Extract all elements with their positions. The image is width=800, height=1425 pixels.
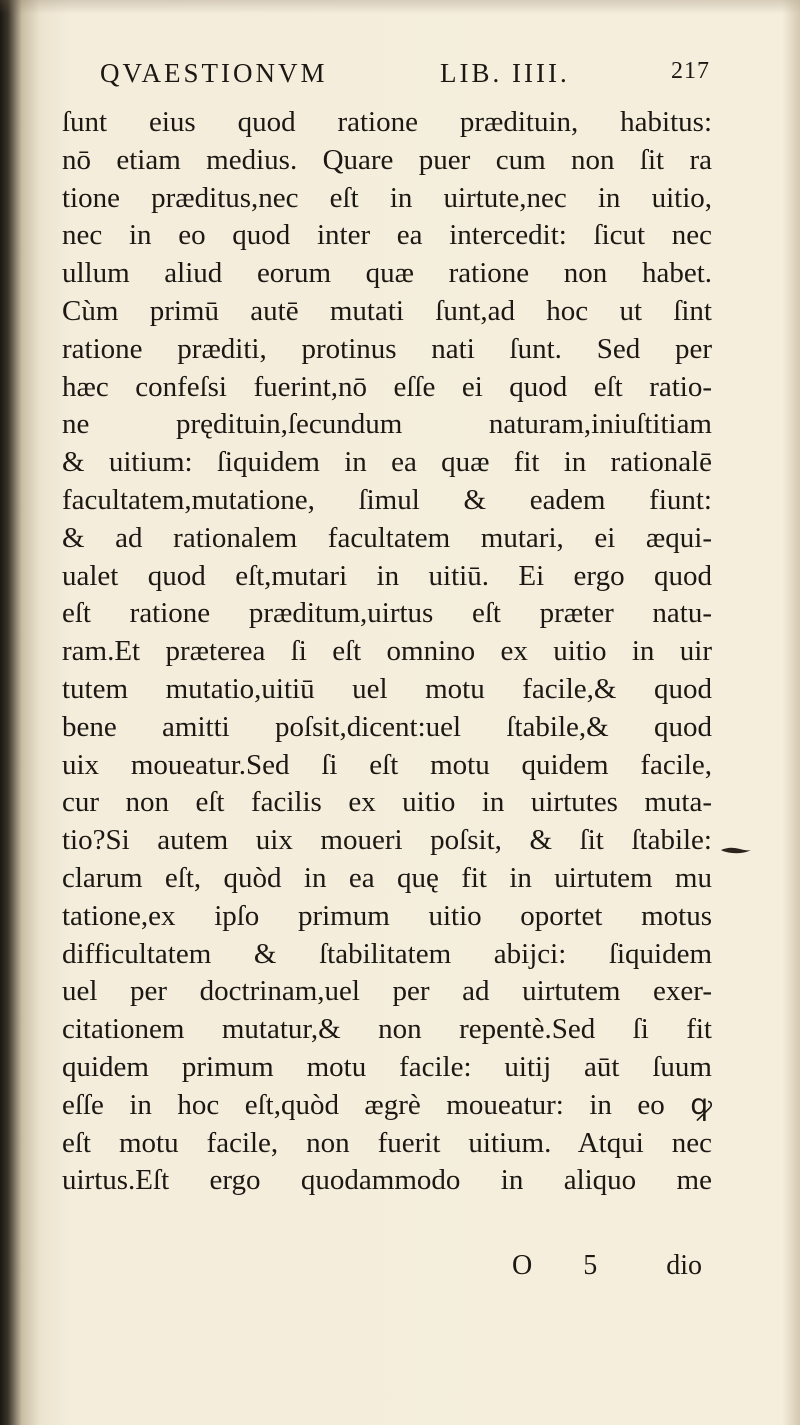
text-line: ram.Et præterea ſi eſt omnino ex uitio in uir: [62, 635, 712, 668]
catchword: dio: [666, 1250, 702, 1281]
folio-number: 217: [671, 58, 710, 84]
running-head: [100, 58, 710, 94]
text-line: uix moueatur.Sed ſi eſt motu quidem facile,: [62, 748, 712, 781]
text-line: ne prędituin,ſecundum naturam,iniuſtitiam: [62, 408, 712, 441]
text-line: & ad rationalem facultatem mutari, ei æqui-: [62, 521, 712, 554]
text-line: ſunt eius quod ratione prædituin, habitus:: [62, 106, 712, 138]
page-edge: [782, 0, 800, 1425]
text-line: tio?Si autem uix moueri poſsit, & ſit ſtabile:: [62, 824, 712, 857]
footer-line: [512, 1250, 702, 1286]
text-line: uel per doctrinam,uel per ad uirtutem exer-: [62, 975, 712, 1008]
text-line: eſt motu facile, non fuerit uitium. Atqui nec: [62, 1126, 712, 1159]
book-number: LIB. IIII.: [440, 58, 570, 88]
text-line: ratione præditi, protinus nati ſunt. Sed per: [62, 332, 712, 365]
text-line: eſſe in hoc eſt,quòd ægrè moueatur: in eo ꝙ: [62, 1088, 712, 1121]
text-line: facultatem,mutatione, ſimul & eadem fiunt:: [62, 483, 712, 516]
text-line: ullum aliud eorum quæ ratione non habet.: [62, 257, 712, 290]
running-title: QVAESTIONVM: [100, 58, 328, 88]
ink-smudge-icon: [720, 845, 752, 855]
text-line: ualet quod eſt,mutari in uitiū. Ei ergo quod: [62, 559, 712, 592]
text-line: eſt ratione præditum,uirtus eſt præter natu-: [62, 597, 712, 630]
text-line: bene amitti poſsit,dicent:uel ſtabile,& quod: [62, 710, 712, 743]
text-line: hæc confeſsi fuerint,nō eſſe ei quod eſt ratio-: [62, 370, 712, 403]
text-line: clarum eſt, quòd in ea quę fit in uirtutem mu: [62, 861, 712, 894]
text-line: cur non eſt facilis ex uitio in uirtutes muta-: [62, 786, 712, 819]
text-line: & uitium: ſiquidem in ea quæ fit in rationalē: [62, 446, 712, 479]
text-line: difficultatem & ſtabilitatem abijci: ſiquidem: [62, 937, 712, 970]
text-line: uirtus.Eſt ergo quodammodo in aliquo me: [62, 1164, 712, 1197]
text-line: tione præditus,nec eſt in uirtute,nec in uitio,: [62, 181, 712, 214]
text-line: Cùm primū autē mutati ſunt,ad hoc ut ſint: [62, 294, 712, 327]
text-line: tutem mutatio,uitiū uel motu facile,& quod: [62, 672, 712, 705]
text-line: quidem primum motu facile: uitij aūt ſuum: [62, 1050, 712, 1083]
text-line: tatione,ex ipſo primum uitio oportet motus: [62, 899, 712, 932]
top-shadow: [0, 0, 800, 14]
body-text: [62, 104, 712, 1200]
text-line: nō etiam medius. Quare puer cum non ſit ra: [62, 143, 712, 176]
text-line: nec in eo quod inter ea intercedit: ſicut nec: [62, 219, 712, 252]
signature-mark: O 5: [512, 1250, 620, 1281]
text-line: citationem mutatur,& non repentè.Sed ſi fit: [62, 1013, 712, 1046]
